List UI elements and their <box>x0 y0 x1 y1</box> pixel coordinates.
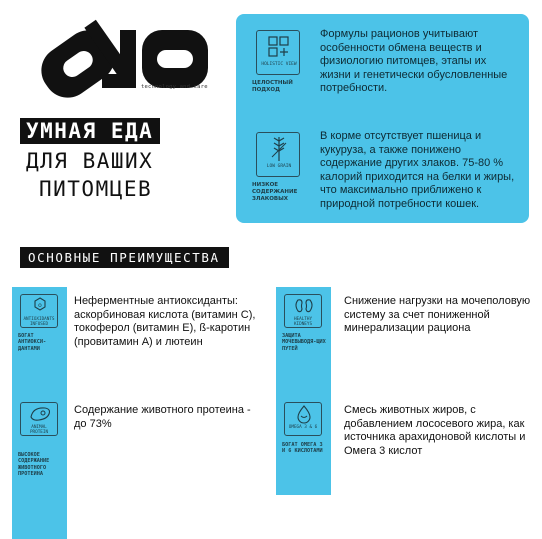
protein-label: ВЫСОКОЕ СОДЕРЖАНИЕ ЖИВОТНОГО ПРОТЕИНА <box>18 452 50 478</box>
brand-tagline: technology and care <box>141 84 208 90</box>
low-grain-text: В корме отсутствует пшеница и кукуруза, а также понижено содержание других злаков. 75-80 % калорий приходится на белки и жиры, что максимально приближено к природной потребности кошек. <box>320 130 515 210</box>
kidneys-icon-caption: HEALTHY KIDNEYS <box>293 317 313 327</box>
antioxidants-text: Неферментные антиоксиданты: аскорбиновая кислота (витамин С), токоферол (витамин Е), ß-каротин (провитамин А) и лютеин <box>74 295 256 348</box>
protein-text: Содержание животного протеина - до 73% <box>74 404 251 430</box>
healthy-kidneys-icon <box>284 294 322 328</box>
ajo-logo-graphic <box>36 12 214 112</box>
kidneys-text: Снижение нагрузки на мочеполовую систему за счет пониженной минерализации рациона <box>344 295 531 334</box>
section-title: ОСНОВНЫЕ ПРЕИМУЩЕСТВА <box>20 247 229 268</box>
kidneys-label: ЗАЩИТА МОЧЕВЫВОДЯ-ЩИХ ПУТЕЙ <box>282 333 326 352</box>
svg-text:o: o <box>38 302 42 309</box>
low-grain-label: НИЗКОЕ СОДЕРЖАНИЕ ЗЛАКОВЫХ <box>252 182 298 202</box>
headline-line-3: ПИТОМЦЕВ <box>39 177 153 201</box>
antioxidants-label: БОГАТ АНТИОКСИ-ДАНТАМИ <box>18 333 47 352</box>
holistic-icon-caption: HOLISTIC VIEW <box>261 62 297 67</box>
info-card <box>236 14 529 223</box>
brand-logo <box>36 12 214 112</box>
low-grain-icon <box>256 132 300 177</box>
omega-label: БОГАТ ОМЕГА 3 И 6 КИСЛОТАМИ <box>282 442 323 455</box>
headline-line-1: УМНАЯ ЕДА <box>20 118 160 144</box>
omega-icon <box>284 402 322 436</box>
headline-line-2: ДЛЯ ВАШИХ <box>26 149 154 173</box>
omega-text: Смесь животных жиров, с добавлением лососевого жира, как источника арахидоновой кислоты и Омега 3 кислот <box>344 404 526 457</box>
holistic-view-icon <box>256 30 300 75</box>
antioxidants-icon-caption: ANTIOXIDANTS INFUSED <box>23 317 55 327</box>
holistic-label: ЦЕЛОСТНЫЙ ПОДХОД <box>252 80 293 93</box>
omega-icon-caption: OMEGA 3 & 6 <box>288 425 318 430</box>
antioxidants-icon <box>20 294 58 328</box>
low-grain-icon-caption: LOW GRAIN <box>266 164 292 169</box>
protein-icon-caption: ANIMAL PROTEIN <box>29 425 49 435</box>
holistic-text: Формулы рационов учитывают особенности обмена веществ и физиологию питомцев, этапы их жизни и генетически обусловленные потребности. <box>320 28 508 94</box>
animal-protein-icon <box>20 402 58 436</box>
